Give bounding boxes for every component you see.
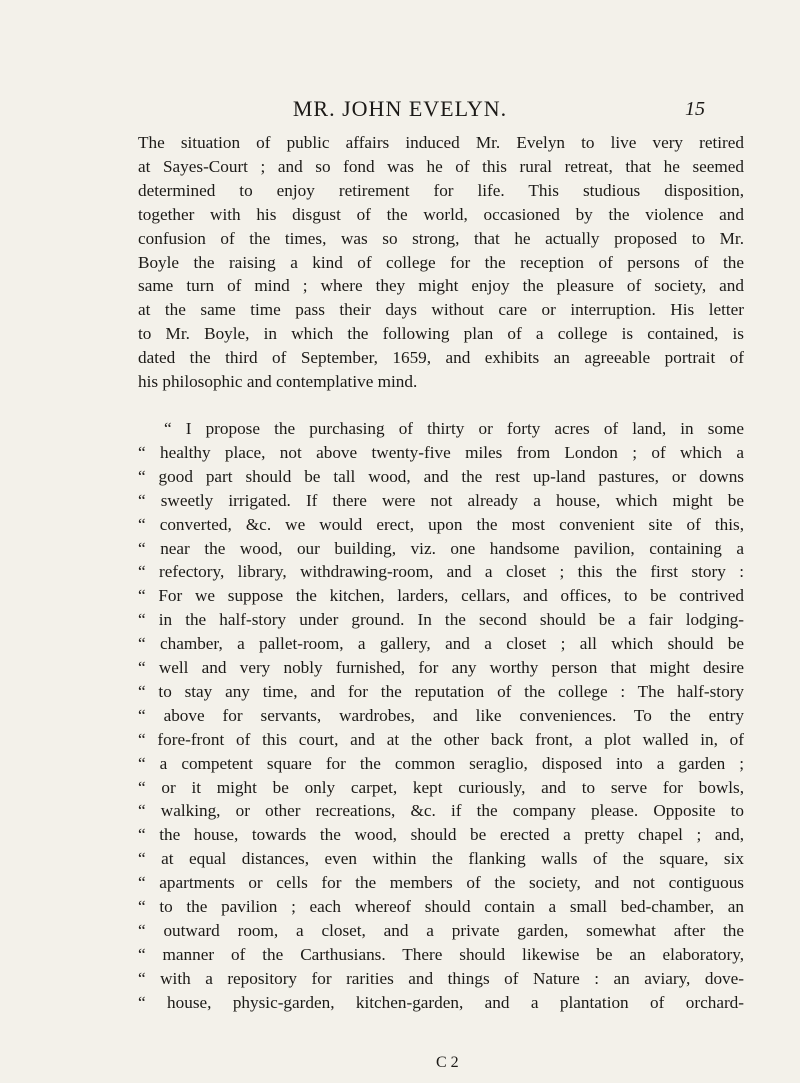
- text-line: Boyle the raising a kind of college for the reception of persons of the: [138, 252, 744, 272]
- text-line: confusion of the times, was so strong, that he actually proposed to Mr.: [138, 228, 744, 248]
- body-text: [138, 131, 744, 1015]
- page-number: 15: [685, 98, 705, 120]
- text-line: “ converted, &c. we would erect, upon the most convenient site of this,: [138, 514, 744, 534]
- text-line: “ to stay any time, and for the reputation of the college : The half-story: [138, 681, 744, 701]
- running-head: [0, 96, 800, 126]
- text-line: “ fore-front of this court, and at the other back front, a plot walled in, of: [138, 729, 744, 749]
- text-line: “ the house, towards the wood, should be erected a pretty chapel ; and,: [138, 825, 744, 845]
- text-line: dated the third of September, 1659, and exhibits an agreeable portrait of: [138, 348, 744, 368]
- text-line: “ apartments or cells for the members of the society, and not contiguous: [138, 873, 744, 893]
- text-line: “ or it might be only carpet, kept curiously, and to serve for bowls,: [138, 777, 744, 797]
- paragraph-gap: [138, 394, 744, 417]
- text-line: “ at equal distances, even within the flanking walls of the square, six: [138, 849, 744, 869]
- text-line: at Sayes-Court ; and so fond was he of this rural retreat, that he seemed: [138, 156, 744, 176]
- text-line: “ to the pavilion ; each whereof should contain a small bed-chamber, an: [138, 897, 744, 917]
- text-line: “ refectory, library, withdrawing-room, and a closet ; this the first story :: [138, 562, 744, 582]
- text-line: at the same time pass their days without care or interruption. His letter: [138, 300, 744, 320]
- paragraph-quote: [138, 417, 744, 1015]
- text-line: “ I propose the purchasing of thirty or forty acres of land, in some: [164, 418, 744, 438]
- paragraph-intro: [138, 131, 744, 394]
- text-line: together with his disgust of the world, occasioned by the violence and: [138, 204, 744, 224]
- text-line: “ a competent square for the common seraglio, disposed into a garden ;: [138, 753, 744, 773]
- text-line: to Mr. Boyle, in which the following plan of a college is contained, is: [138, 324, 744, 344]
- text-line: “ manner of the Carthusians. There should likewise be an elaboratory,: [138, 944, 744, 964]
- text-line: “ above for servants, wardrobes, and like conveniences. To the entry: [138, 705, 744, 725]
- text-line: “ well and very nobly furnished, for any worthy person that might desire: [138, 658, 744, 678]
- text-line: “ in the half-story under ground. In the second should be a fair lodging-: [138, 610, 744, 630]
- text-line: “ healthy place, not above twenty-five miles from London ; of which a: [138, 442, 744, 462]
- text-line: “ near the wood, our building, viz. one handsome pavilion, containing a: [138, 538, 744, 558]
- text-line: “ outward room, a closet, and a private garden, somewhat after the: [138, 921, 744, 940]
- signature-mark: C 2: [436, 1054, 459, 1071]
- text-line: “ For we suppose the kitchen, larders, cellars, and offices, to be contrived: [138, 586, 744, 606]
- text-line: “ walking, or other recreations, &c. if the company please. Opposite to: [138, 801, 744, 821]
- text-line: his philosophic and contemplative mind.: [138, 372, 418, 392]
- text-line: “ good part should be tall wood, and the rest up-land pastures, or downs: [138, 466, 744, 486]
- text-line: “ with a repository for rarities and things of Nature : an aviary, dove-: [138, 968, 744, 988]
- running-title: MR. JOHN EVELYN.: [292, 96, 508, 121]
- text-line: determined to enjoy retirement for life. This studious disposition,: [138, 180, 744, 200]
- text-line: The situation of public affairs induced Mr. Evelyn to live very retired: [138, 133, 744, 152]
- text-line: “ house, physic-garden, kitchen-garden, and a plantation of orchard-: [138, 992, 744, 1012]
- text-line: “ sweetly irrigated. If there were not already a house, which might be: [138, 490, 744, 510]
- text-line: “ chamber, a pallet-room, a gallery, and a closet ; all which should be: [138, 634, 744, 654]
- text-line: same turn of mind ; where they might enjoy the pleasure of society, and: [138, 276, 744, 296]
